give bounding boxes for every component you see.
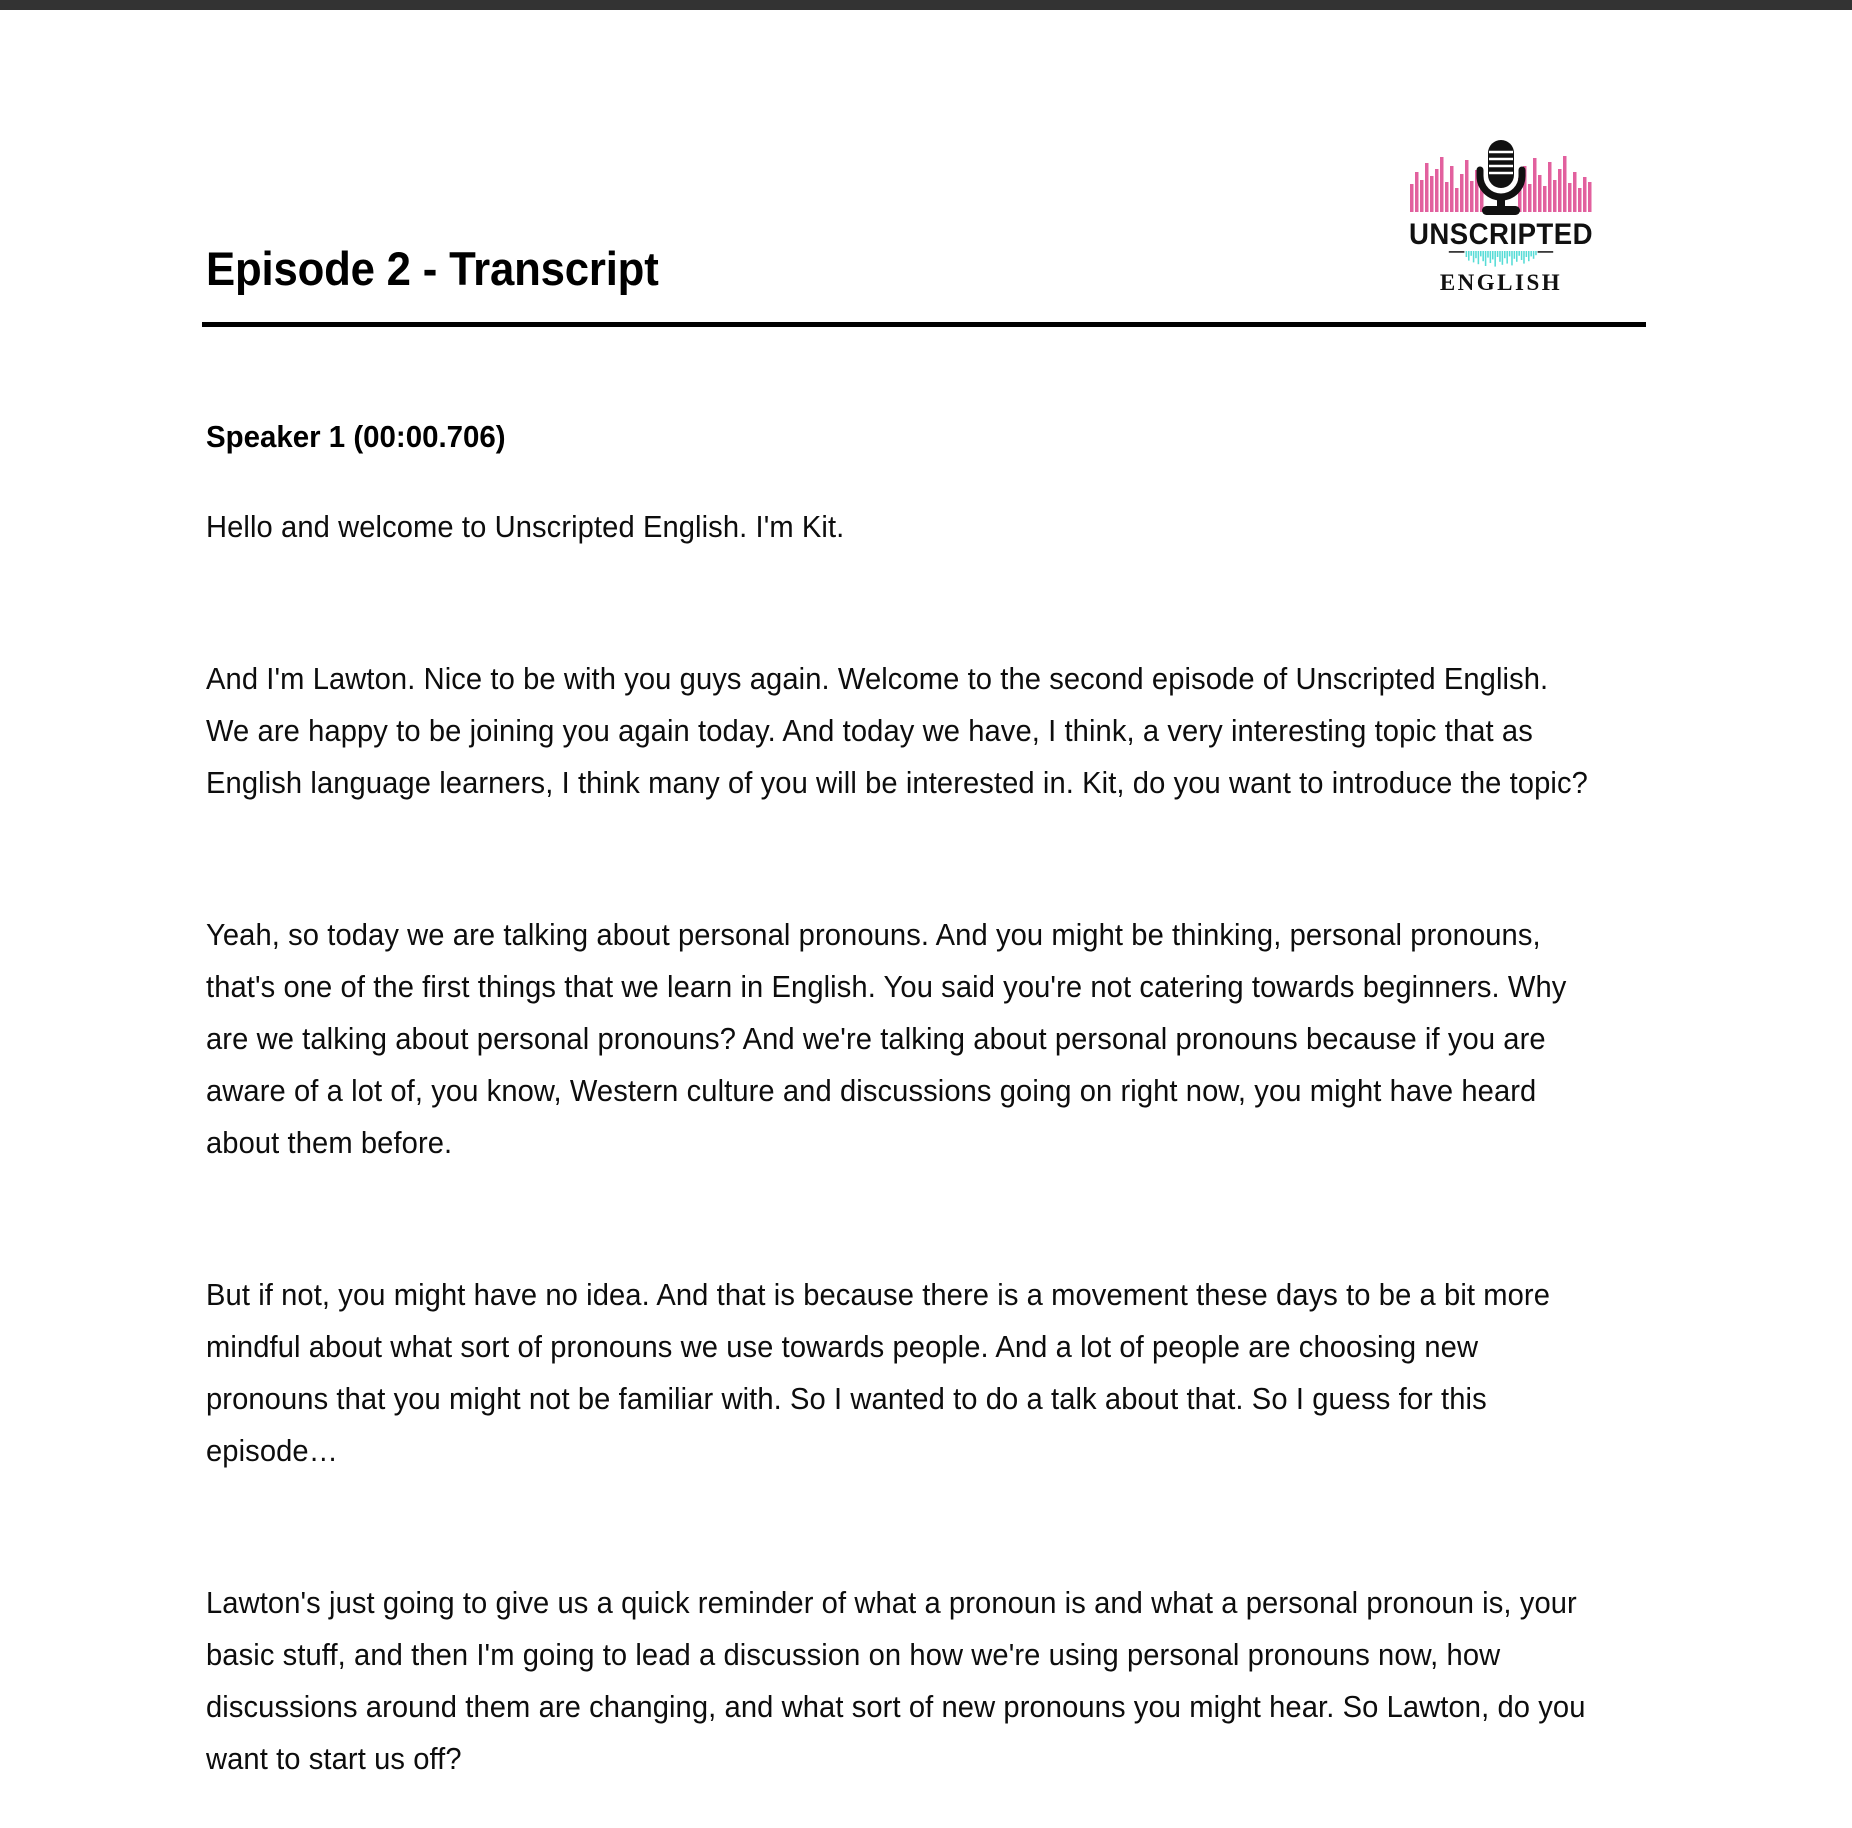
logo-wordmark: UNSCRIPTED xyxy=(1409,218,1594,251)
title-divider xyxy=(202,322,1646,327)
waveform-bottom-icon xyxy=(1408,251,1594,269)
unscripted-english-logo xyxy=(1408,136,1594,296)
transcript-body xyxy=(206,418,1654,1785)
document-page xyxy=(0,10,1852,1828)
transcript-paragraph: And I'm Lawton. Nice to be with you guys again. Welcome to the second episode of Unscripted English. We are happy to be joining you again today. And today we have, I think, a very interesting topic that as English language learners, I think many of you will be interested in. Kit, do you want to introduce the topic? xyxy=(206,661,1588,800)
microphone-icon xyxy=(1408,136,1594,222)
logo-subtitle: ENGLISH xyxy=(1439,270,1563,295)
transcript-paragraph: Yeah, so today we are talking about personal pronouns. And you might be thinking, personal pronouns, that's one of the first things that we learn in English. You said you're not catering towards beginners. Why are we talking about personal pronouns? And we're talking about personal pronouns because if you are aware of a lot of, you know, Western culture and discussions going on right now, you might have heard about them before. xyxy=(206,917,1567,1160)
page-title: Episode 2 - Transcript xyxy=(206,242,659,295)
window-chrome-bar xyxy=(0,0,1852,10)
transcript-paragraph: But if not, you might have no idea. And that is because there is a movement these days to be a bit more mindful about what sort of pronouns we use towards people. And a lot of people are choosing new pronouns that you might not be familiar with. So I wanted to do a talk about that. So I guess for this episode… xyxy=(206,1277,1551,1468)
speaker-label: Speaker 1 (00:00.706) xyxy=(206,419,506,454)
transcript-paragraph: Lawton's just going to give us a quick reminder of what a pronoun is and what a personal pronoun is, your basic stuff, and then I'm going to lead a discussion on how we're using personal pronouns now, how discussions around them are changing, and what sort of new pronouns you might hear. So Lawton, do you want to start us off? xyxy=(206,1585,1586,1776)
transcript-paragraph: Hello and welcome to Unscripted English. I'm Kit. xyxy=(206,509,845,544)
